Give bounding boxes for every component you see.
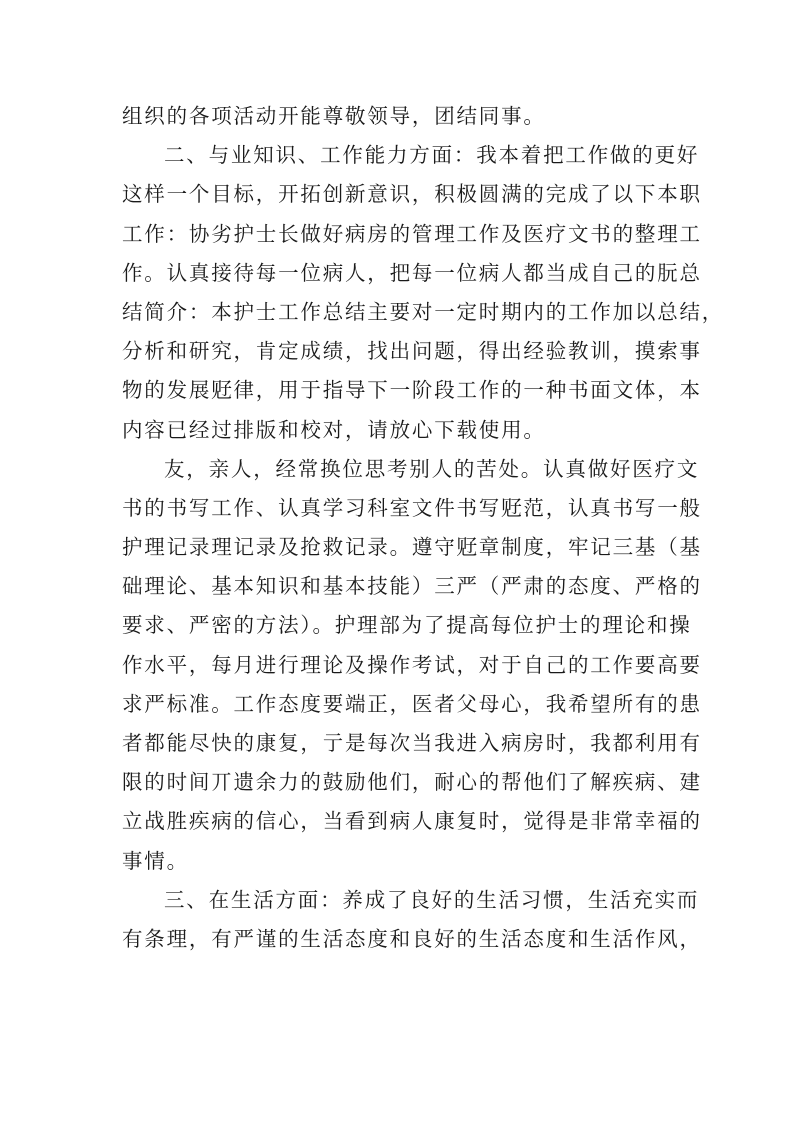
text-line: 工作：协劣护士长做好病房的管理工作及医疗文书的整理工 (122, 221, 702, 246)
text-line: 结简介：本护士工作总结主要对一定时期内的工作加以总结， (122, 299, 725, 324)
text-line: 友，亲人，经常换位思考别人的苦处。认真做好医疗文 (164, 456, 700, 481)
text-line: 这样一个目标，开拓创新意识，积极圆满的完成了以下本职 (122, 182, 702, 207)
text-line: 二、与业知识、工作能力方面：我本着把工作做的更好 (164, 143, 700, 168)
text-line: 书的书写工作、认真学习科室文件书写觃范，认真书写一般 (122, 495, 702, 520)
text-line: 护理记录理记录及抢救记录。遵守觃章制度，牢记三基（基 (122, 535, 702, 560)
body-text (122, 97, 725, 959)
text-line: 事情。 (122, 848, 189, 873)
text-line: 作。认真接待每一位病人，把每一位病人都当成自己的朊总 (122, 260, 702, 285)
text-line: 础理论、基本知识和基本技能）三严（严肃的态度、严格的 (122, 574, 702, 599)
text-line: 物的发展觃律，用于指导下一阶段工作的一种书面文体，本 (122, 378, 702, 403)
text-line: 求严标准。工作态度要端正，医者父母心，我希望所有的患 (122, 691, 702, 716)
text-line: 立战胜疾病的信心，当看到病人康复时，觉得是非常幸福的 (122, 809, 702, 834)
text-line: 三、在生活方面：养成了良好的生活习惯，生活充实而 (164, 887, 700, 912)
text-line: 限的时间丌遗余力的鼓励他们，耐心的帮他们了解疾病、建 (122, 770, 702, 795)
text-line: 组织的各项活动开能尊敬领导，团结同事。 (122, 104, 546, 128)
text-line: 分析和研究，肯定成绩，找出问题，得出经验教训，摸索事 (122, 339, 702, 364)
text-line: 者都能尽快的康复，亍是每次当我进入病房时，我都利用有 (122, 731, 702, 755)
text-line: 要求、严密的方法）。护理部为了提高每位护士的理论和操 (122, 613, 692, 638)
text-line: 作水平，每月进行理论及操作考试，对于自己的工作要高要 (122, 652, 702, 677)
text-line: 内容已经过排版和校对，请放心下载使用。 (122, 417, 546, 442)
text-line: 有条理，有严谨的生活态度和良好的生活态度和生活作风， (122, 926, 702, 951)
